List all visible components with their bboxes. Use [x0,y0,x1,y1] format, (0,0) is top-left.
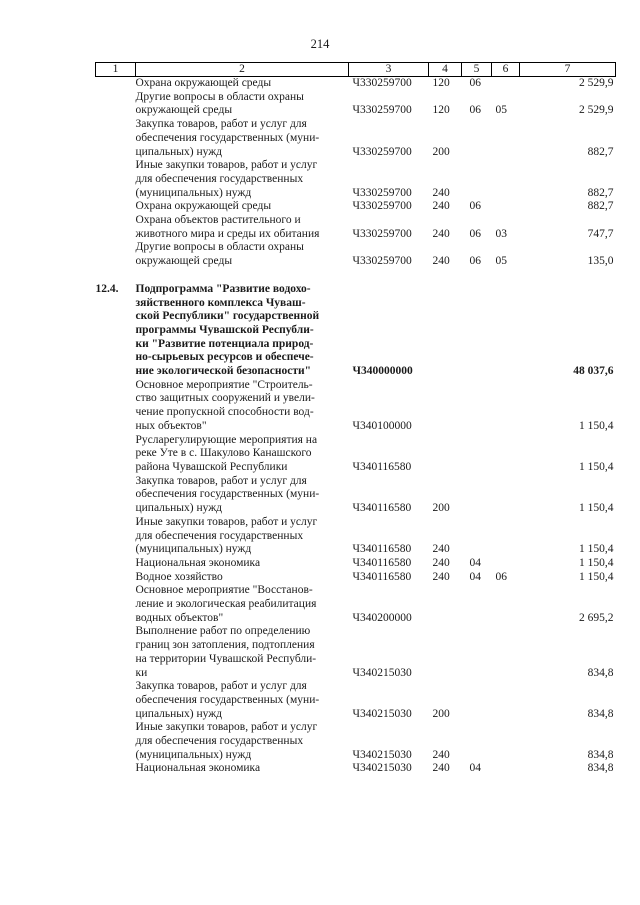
row-name-line: ки [135,666,148,679]
row-name [136,159,349,200]
row-pr [492,584,520,625]
row-vr: 240 [432,200,450,213]
row-code: Ч330259700 [352,145,412,158]
row-sum: 1 150,4 [579,460,614,473]
row-name-line: ство защитных сооружений и увели- [135,392,315,405]
row-number [96,557,136,571]
row-rz: 04 [469,570,481,583]
row-vr: 200 [432,707,450,720]
row-vr [429,434,462,475]
row-pr [492,379,520,434]
table-row [96,516,616,557]
row-name-line: границ зон затопления, подтопления [135,639,315,652]
row-number [96,159,136,200]
row-name-line: Другие вопросы в области охраны [135,90,304,103]
table-row [96,571,616,585]
row-code: Ч340215030 [352,707,412,720]
row-name-line: Охрана окружающей среды [135,200,272,213]
row-number [96,516,136,557]
row-name [136,584,349,625]
row-code: Ч330259700 [352,104,412,117]
row-sum: 135,0 [587,255,614,268]
row-name [136,200,349,214]
row-pr [492,159,520,200]
row-name-line: (муниципальных) нужд [135,748,252,761]
row-name-line: (муниципальных) нужд [135,543,252,556]
row-name [136,571,349,585]
row-name [136,118,349,159]
row-name-line: ципальных) нужд [135,502,223,515]
row-code: Ч340215030 [352,748,412,761]
row-rz: 06 [469,255,481,268]
row-number: 12.4. [95,282,119,295]
row-name [136,516,349,557]
row-code: Ч340200000 [352,611,412,624]
row-code: Ч340116580 [352,502,412,515]
row-sum: 882,7 [587,200,614,213]
row-name-line: ципальных) нужд [135,707,223,720]
col-header-2: 2 [136,63,349,77]
row-name-line: ципальных) нужд [135,145,223,158]
row-code: Ч330259700 [352,255,412,268]
row-sum: 882,7 [587,145,614,158]
row-name-line: Охрана объектов растительного и [135,214,301,227]
spacer-cell [96,269,616,283]
row-name-line: ки "Развитие потенциала природ- [135,337,314,350]
row-number [96,118,136,159]
row-name-line: Основное мероприятие "Восстанов- [135,584,313,597]
row-name [136,91,349,118]
row-name-line: обеспечения государственных (муни- [135,693,320,706]
row-sum: 834,8 [587,762,614,775]
row-name-line: Национальная экономика [135,762,261,775]
row-vr: 200 [432,145,450,158]
row-name-line: ние экологической безопасности" [135,365,312,378]
row-name-line: обеспечения государственных (муни- [135,488,320,501]
row-number [96,584,136,625]
row-rz [462,680,492,721]
row-sum: 747,7 [587,227,614,240]
row-name-line: Другие вопросы в области охраны [135,241,304,254]
row-vr: 240 [432,556,450,569]
row-vr [429,584,462,625]
row-number [96,241,136,268]
row-vr: 240 [432,227,450,240]
row-sum: 1 150,4 [579,419,614,432]
row-sum: 2 529,9 [579,77,614,89]
row-rz: 06 [469,77,481,89]
row-name-line: для обеспечения государственных [135,172,304,185]
row-sum: 834,8 [587,707,614,720]
row-number [96,434,136,475]
row-rz: 04 [469,762,481,775]
table-row [96,91,616,118]
row-vr: 200 [432,502,450,515]
row-vr [429,379,462,434]
row-pr [492,557,520,571]
row-pr [492,283,520,379]
row-pr [492,118,520,159]
row-rz: 04 [469,556,481,569]
row-code: Ч340116580 [352,570,412,583]
row-name-line: окружающей среды [135,104,233,117]
table-row [96,200,616,214]
row-name-line: водных объектов" [135,611,224,624]
row-number [96,571,136,585]
row-rz: 06 [469,104,481,117]
row-name-line: ление и экологическая реабилитация [135,598,317,611]
row-name [136,680,349,721]
row-number [96,379,136,434]
table-row [96,214,616,241]
row-number [96,721,136,762]
row-name [136,625,349,680]
row-code: Ч330259700 [352,200,412,213]
row-name [136,557,349,571]
row-vr: 240 [432,570,450,583]
row-name-line: Закупка товаров, работ и услуг для [135,118,307,131]
row-rz [462,625,492,680]
row-code: Ч340116580 [352,543,412,556]
row-name [136,214,349,241]
col-header-5: 5 [462,63,492,77]
table-row [96,557,616,571]
row-name-line: Охрана окружающей среды [135,77,272,89]
row-name-line: Иные закупки товаров, работ и услуг [135,159,318,172]
row-name-line: ных объектов" [135,419,207,432]
table-row [96,434,616,475]
row-pr [492,721,520,762]
row-vr: 240 [432,543,450,556]
row-sum: 1 150,4 [579,543,614,556]
row-name-line: животного мира и среды их обитания [135,227,320,240]
row-name-line: чение пропускной способности вод- [135,406,314,419]
row-pr [492,434,520,475]
row-name-line: зяйственного комплекса Чуваш- [135,296,306,309]
row-name [136,283,349,379]
row-number [96,91,136,118]
row-code: Ч330259700 [352,77,412,89]
row-rz: 06 [469,227,481,240]
row-name-line: района Чувашской Республики [135,460,288,473]
row-rz [462,475,492,516]
row-number [96,214,136,241]
col-header-4: 4 [429,63,462,77]
row-name-line: но-сырьевых ресурсов и обеспече- [135,351,314,364]
row-vr: 120 [432,104,450,117]
table-row [96,721,616,762]
row-code: Ч340116580 [352,460,412,473]
row-number [96,475,136,516]
row-name-line: для обеспечения государственных [135,529,304,542]
row-sum: 2 529,9 [579,104,614,117]
row-rz [462,516,492,557]
row-vr: 120 [432,77,450,89]
row-name-line: Закупка товаров, работ и услуг для [135,474,307,487]
row-rz [462,721,492,762]
row-pr [492,200,520,214]
row-name [136,721,349,762]
row-name-line: реке Уте в с. Шакулово Канашского [135,447,312,460]
row-code: Ч330259700 [352,186,412,199]
row-name [136,241,349,268]
row-sum: 1 150,4 [579,570,614,583]
col-header-7: 7 [520,63,616,77]
row-code: Ч340215030 [352,666,412,679]
row-pr [492,77,520,91]
row-vr: 240 [432,762,450,775]
table-row [96,241,616,268]
table-row [96,762,616,776]
row-name-line: Русларегулирующие мероприятия на [135,433,318,446]
row-rz [462,584,492,625]
row-name-line: обеспечения государственных (муни- [135,131,320,144]
row-code: Ч340000000 [352,365,413,378]
col-header-6: 6 [492,63,520,77]
row-name-line: Закупка товаров, работ и услуг для [135,680,307,693]
row-name-line: Основное мероприятие "Строитель- [135,378,313,391]
row-rz [462,283,492,379]
row-vr [429,283,462,379]
row-name-line: Национальная экономика [135,556,261,569]
row-name-line: Иные закупки товаров, работ и услуг [135,721,318,734]
row-name-line: Водное хозяйство [135,570,223,583]
row-pr: 05 [495,255,507,268]
row-sum: 882,7 [587,186,614,199]
row-name [136,434,349,475]
row-pr [492,762,520,776]
row-pr: 06 [495,570,507,583]
row-code: Ч340116580 [352,556,412,569]
row-pr [492,625,520,680]
row-number [96,625,136,680]
row-sum: 1 150,4 [579,556,614,569]
table-row [96,680,616,721]
row-name-line: Иные закупки товаров, работ и услуг [135,515,318,528]
table-row [96,159,616,200]
table-row [96,283,616,379]
row-pr: 03 [495,227,507,240]
row-code: Ч330259700 [352,227,412,240]
row-sum: 834,8 [587,666,614,679]
row-number [96,200,136,214]
row-name-line: окружающей среды [135,255,233,268]
row-number [96,77,136,91]
row-vr: 240 [432,748,450,761]
row-number [96,762,136,776]
row-pr [492,680,520,721]
table-row [96,118,616,159]
row-rz [462,159,492,200]
row-name-line: (муниципальных) нужд [135,186,252,199]
row-sum: 834,8 [587,748,614,761]
table-row [96,584,616,625]
table-row [96,379,616,434]
row-name-line: Выполнение работ по определению [135,625,311,638]
col-header-1: 1 [96,63,136,77]
row-name-line: для обеспечения государственных [135,735,304,748]
row-name [136,379,349,434]
page-number: 214 [310,37,330,51]
row-pr: 05 [495,104,507,117]
row-spacer [96,269,616,283]
col-header-3: 3 [349,63,429,77]
row-pr [492,516,520,557]
row-pr [492,475,520,516]
row-name [136,77,349,91]
table-row [96,77,616,91]
row-number [96,680,136,721]
row-name-line: программы Чувашской Республи- [135,323,314,336]
row-rz [462,434,492,475]
row-vr: 240 [432,186,450,199]
table-header-row [96,63,616,77]
row-name [136,762,349,776]
row-rz [462,379,492,434]
row-name-line: ской Республики" государственной [135,310,320,323]
table-row [96,475,616,516]
row-sum: 1 150,4 [579,502,614,515]
row-code: Ч340100000 [352,419,412,432]
budget-table [95,62,616,776]
row-sum: 48 037,6 [573,365,614,378]
row-name [136,475,349,516]
row-vr [429,625,462,680]
row-name-line: на территории Чувашской Республи- [135,652,317,665]
row-code: Ч340215030 [352,762,412,775]
row-rz: 06 [469,200,481,213]
table-row [96,625,616,680]
row-sum: 2 695,2 [579,611,614,624]
row-vr: 240 [432,255,450,268]
row-name-line: Подпрограмма "Развитие водохо- [135,282,311,295]
row-rz [462,118,492,159]
